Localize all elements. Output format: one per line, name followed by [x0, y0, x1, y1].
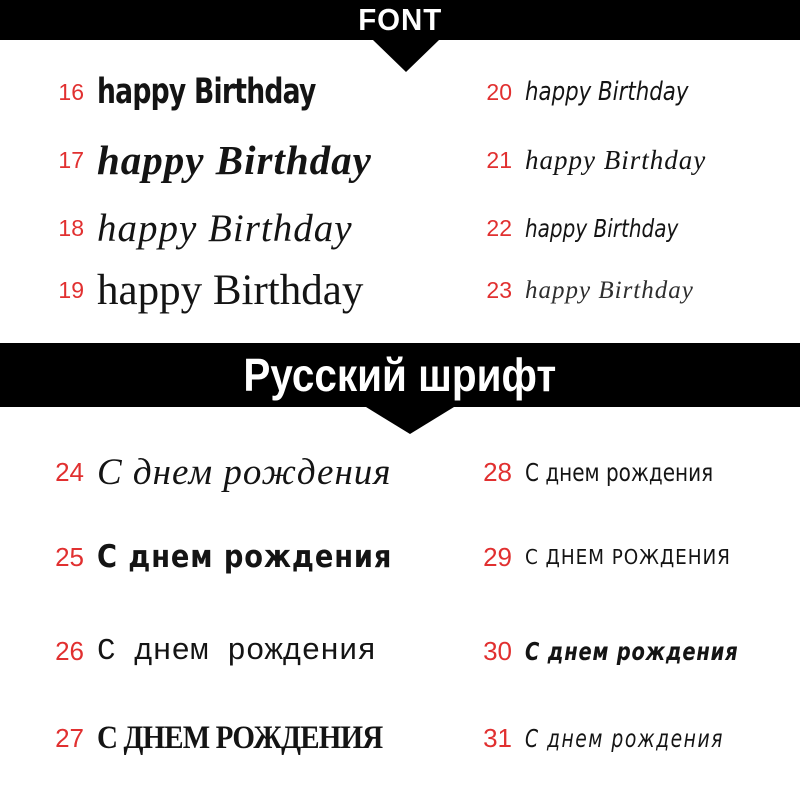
- font-number: 24: [55, 456, 84, 487]
- font-number: 27: [55, 722, 84, 753]
- font-number: 19: [58, 276, 84, 303]
- font-number: 30: [483, 635, 512, 666]
- font-sample-text: С днем рождения: [97, 451, 392, 493]
- font-number: 16: [58, 78, 84, 105]
- font-sample-row-16: [38, 66, 385, 118]
- font-number: 23: [486, 276, 512, 303]
- font-number: 21: [486, 146, 512, 173]
- font-sample-row-28: [466, 444, 760, 500]
- font-number: 17: [58, 146, 84, 173]
- font-number: 20: [486, 78, 512, 105]
- font-sample-row-22: [466, 202, 717, 254]
- font-sample-text: happy Birthday: [525, 276, 694, 304]
- font-sample-row-17: [38, 134, 372, 186]
- font-number: 28: [483, 456, 512, 487]
- font-sample-text: С днем рождения: [97, 538, 393, 575]
- font-sample-text: С днем рождения: [97, 633, 377, 669]
- font-sample-text: С днем рождения: [525, 457, 714, 487]
- font-sample-text: С ДНЕМ РОЖДЕНИЯ: [525, 545, 731, 569]
- russian-banner-pointer-icon: [366, 407, 454, 434]
- font-sample-row-23: [466, 264, 694, 316]
- font-sample-row-27: [38, 710, 421, 766]
- font-sample-text: С днем рождения: [525, 636, 739, 666]
- font-sample-text: happy Birthday: [97, 206, 353, 250]
- font-sample-row-30: [466, 623, 799, 679]
- font-number: 22: [486, 214, 512, 241]
- font-sample-row-24: [38, 444, 392, 500]
- font-sample-row-21: [466, 134, 706, 186]
- font-sample-row-25: [38, 529, 433, 585]
- font-sample-text: happy Birthday: [97, 136, 372, 183]
- font-number: 25: [55, 541, 84, 572]
- font-sample-text: happy Birthday: [97, 71, 316, 112]
- font-sample-row-26: [38, 623, 376, 679]
- english-banner-title: FONT: [358, 2, 442, 37]
- russian-fonts-banner: [0, 343, 800, 407]
- font-sample-row-31: [466, 710, 790, 766]
- font-number: 18: [58, 214, 84, 241]
- font-number: 29: [483, 541, 512, 572]
- russian-banner-title: Русский шрифт: [243, 349, 557, 401]
- font-sample-row-20: [466, 66, 724, 118]
- font-sample-text: happy Birthday: [525, 144, 707, 175]
- english-fonts-banner: [0, 0, 800, 40]
- font-sample-text: happy Birthday: [525, 213, 679, 243]
- font-sample-row-18: [38, 202, 353, 254]
- font-number: 31: [483, 722, 512, 753]
- font-sample-text: С ДНЕМ РОЖДЕНИЯ: [97, 719, 383, 756]
- font-sample-text: happy Birthday: [97, 266, 364, 314]
- font-sample-text: happy Birthday: [525, 77, 689, 107]
- font-sample-text: С днем рождения: [525, 723, 724, 753]
- font-sample-row-19: [38, 264, 363, 316]
- font-number: 26: [55, 635, 84, 666]
- font-sample-row-29: [466, 529, 749, 585]
